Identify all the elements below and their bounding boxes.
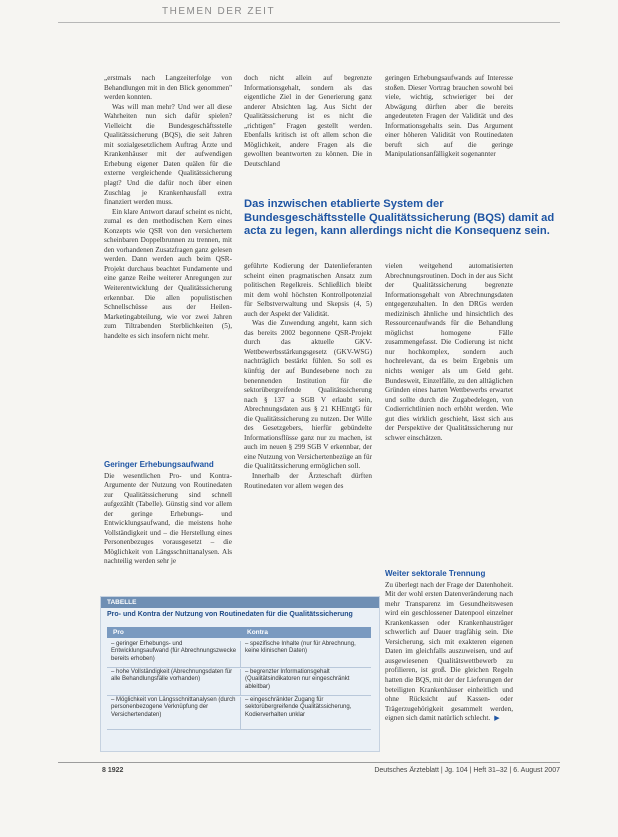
continue-arrow-icon: ▶ (494, 714, 500, 723)
paragraph-text: Zu überlegt nach der Frage der Datenhoheit. Mit der wohl ersten Datenveränderung nach mehr Transparenz im Gesundheitswesen wird ein geschlossener Datenpool einzelner Krankenkassen oder Krankenhausträger schwerlich auf Dauer tragfähig sein. Die Versicherung, sich mit exakteren eigenen Daten im gleichfalls auszuweisen, und auf ausgewiesenen Qualitätswettbewerb zu profilieren, ist groß. Die gleichen Regeln hatten die BQS, mit der der Lieferungen der beteiligten Krankenhäuser einheitlich und ohne Rücksicht auf Kassen- oder Trägerzugehörigkeit gesammelt werden, eignen sich damit natürlich schlecht. (385, 580, 513, 723)
paragraph: „erstmals nach Langzeiterfolge von Behandlungen mit in den Blick genommen" werden konnten. (104, 74, 232, 102)
column-2-bottom (244, 262, 372, 491)
subheading: Weiter sektorale Trennung (385, 569, 486, 578)
column-2-top (244, 74, 372, 169)
paragraph: Was die Zuwendung angeht, kann sich das bereits 2002 begonnene QSR-Projekt durch das aktuelle GKV-Wettbewerbsstärkungsgesetz (GKV-WSG) nachträglich bestärkt fühlen. So soll es künftig der auf Bundesebene noch zu benennenden Institution für die sektorübergreifende Qualitätssicherung nach § 137 a SGB V erlaubt sein, Abrechnungsdaten aus § 21 KHEntgG für die Qualitätssicherung zu nutzen. Der Wille des Gesetzgebers, hierfür gebündelte Informationsflüsse ganz nur zu machen, ist auch im neuen § 299 SGB V erkennbar, der eine Nutzung von Versichertenbezüge an für die Qualitätssicherung ermöglichen soll. (244, 319, 372, 471)
table-header-pro: Pro (113, 629, 124, 636)
column-3-bottom (385, 262, 513, 443)
column-1-top (104, 74, 232, 341)
subheading: Geringer Erhebungsaufwand (104, 460, 214, 469)
table-row (107, 641, 371, 668)
table-cell-contra: – begrenzter Informationsgehalt (Qualitätsindikatoren nur eingeschränkt ableitbar) (245, 669, 350, 690)
paragraph: geringen Erhebungsaufwands auf Interesse stoßen. Dieser Vortrag brauchen sowohl bei viele, wichtig, schwieriger bei der Abwägung dürften aber die bereits angedeuteten Fragen der Validität und des Informationsgehalts sein. Das Argument einer höheren Validität von Routinedaten beruft sich auf die geringe Manipulationsanfälligkeit sogenannter (385, 74, 513, 159)
journal-citation: Deutsches Ärzteblatt | Jg. 104 | Heft 31–32 | 6. August 2007 (374, 767, 560, 774)
table-cell-contra: – eingeschränkter Zugang für sektorübergreifende Qualitätssicherung, Kodierverhalten unklar (245, 697, 352, 718)
table-label: TABELLE (101, 597, 379, 608)
paragraph: geführte Kodierung der Datenlieferanten scheint einen pragmatischen Ansatz zum politischen Regelkreis. Schließlich bleibt mit dem wohl höchsten Kontrollpotenzial für Selbstverwaltung und Skepsis (4, 5) auch der Aspekt der Validität. (244, 262, 372, 318)
page-footer (58, 762, 560, 777)
paragraph: vielen weitgehend automatisierten Abrechnungsroutinen. Doch in der aus Sicht der Qualitätssicherung begrenzte Informationsgehalt von Abrechnungsdaten entgegenzuhalten. In den DRGs werden medizinisch ähnliche und hinsichtlich des Ressourcenaufwands für die Behandlung möglichst homogene Fälle zusammengefasst. Die Codierung ist nicht nur hochkomplex, sondern auch hochrelevant, da es beim Ergebnis um nichts weniger als um Geld geht. Bundesweit, Einzelfälle, zu den alltäglichen Gründen eines harten Wettbewerbs erwartet und sollte durch die Zugabedelegen, von Codierrichtlinien noch erhöht werden. Wie gut dies wirklich geschieht, lässt sich aus der Perspektive der Qualitätssicherung nur schwer einschätzen. (385, 262, 513, 442)
table-cell-pro: – hohe Vollständigkeit (Abrechnungsdaten für alle Behandlungsfälle vorhanden) (111, 669, 233, 683)
pull-quote: Das inzwischen etablierte System der Bundesgeschäftsstelle Qualitätssicherung (BQS) damit ad acta zu legen, kann allerdings nicht die Konsequenz sein. (244, 198, 555, 237)
table-divider (240, 669, 241, 695)
table-header-contra: Kontra (247, 629, 268, 636)
paragraph: Innerhalb der Ärzteschaft dürften Routinedaten vor allem wegen des (244, 472, 372, 490)
table-title: Pro- und Kontra der Nutzung von Routinedaten für die Qualitätssicherung (107, 611, 353, 618)
table-divider (240, 641, 241, 667)
table-header-row (107, 627, 371, 638)
paragraph: Ein klare Antwort darauf scheint es nicht, zumal es den methodischen Kern eines Konzepts wie QSR von den versichertem scheinbaren Doppelbrunnen zu trennen, mit den vorhandenen Zusatzfragen ganz gelesen werden. Dann werden auch beim QSR-Projekt durchaus beachtet Fundamente und eine ganze Reihe weiterer Anregungen zur Weiterentwicklung der Qualitätssicherung erkennbar. Die allen populistischen Schnellschüsse aus der Heilen-Marketingabteilung, wie vor zwei Jahren zum Tiltrabenden Sterblichkeiten (5), handelte es sich insofern nicht mehr. (104, 207, 232, 340)
paragraph: Was will man mehr? Und wer all diese Wahrheiten nun sich dafür spielen? Vielleicht die Bundesgeschäftsstelle Qualitätssicherung (BQS), die seit Jahren mit sozialgesetzlichem Auftrag Ärzte und Krankenhäuser mit der aufwendigen Erhebung eigener Daten quälen für die externe vergleichende Qualitätssicherung plagt? Und die dafür noch über einen Zuschlag je Krankenhausfall extra finanziert werden muss. (104, 102, 232, 207)
section-label: THEMEN DER ZEIT (162, 6, 276, 17)
paragraph (385, 581, 513, 724)
column-3-end (385, 563, 513, 724)
table-row (107, 697, 371, 730)
table-row (107, 669, 371, 696)
column-3-top (385, 74, 513, 160)
table-divider (240, 697, 241, 729)
table-cell-contra: – spezifische Inhalte (nur für Abrechnung, keine klinischen Daten) (245, 641, 356, 655)
page-header (58, 0, 560, 23)
table-cell-pro: – Möglichkeit von Längsschnittanalysen (durch personenbezogene Verknüpfung der Versichertendaten) (111, 697, 236, 718)
page-number: 8 1922 (102, 767, 124, 774)
pro-contra-table (100, 596, 380, 752)
paragraph: Die wesentlichen Pro- und Kontra-Argumente der Nutzung von Routinedaten zur Qualitätssicherung sind schnell aufgezählt (Tabelle). Günstig sind vor allem der geringe Erhebungs- und Entwicklungsaufwand, die meistens hohe Vollständigkeit und – die Herstellung eines Personenbezuges vorausgesetzt – die Möglichkeit von Längsschnittanalysen. Als nachteilig werden sehr je (104, 471, 232, 566)
table-cell-pro: – geringer Erhebungs- und Entwicklungsaufwand (für Abrechnungszwecke bereits erhoben) (111, 641, 237, 662)
column-1-bottom (104, 454, 232, 567)
paragraph: doch nicht allein auf begrenzte Informationsgehalt, sondern als das eigentliche Ziel in der Generierung ganz anderer Absichten lag. Aus Sicht der Qualitätssicherung ist es nicht die „richtigen" Fragen gestellt werden. Ebenfalls kritisch ist oft allem schon die Möglichkeit, andere Fragen als die gewollten beantworten zu können. Die in Deutschland (244, 74, 372, 168)
